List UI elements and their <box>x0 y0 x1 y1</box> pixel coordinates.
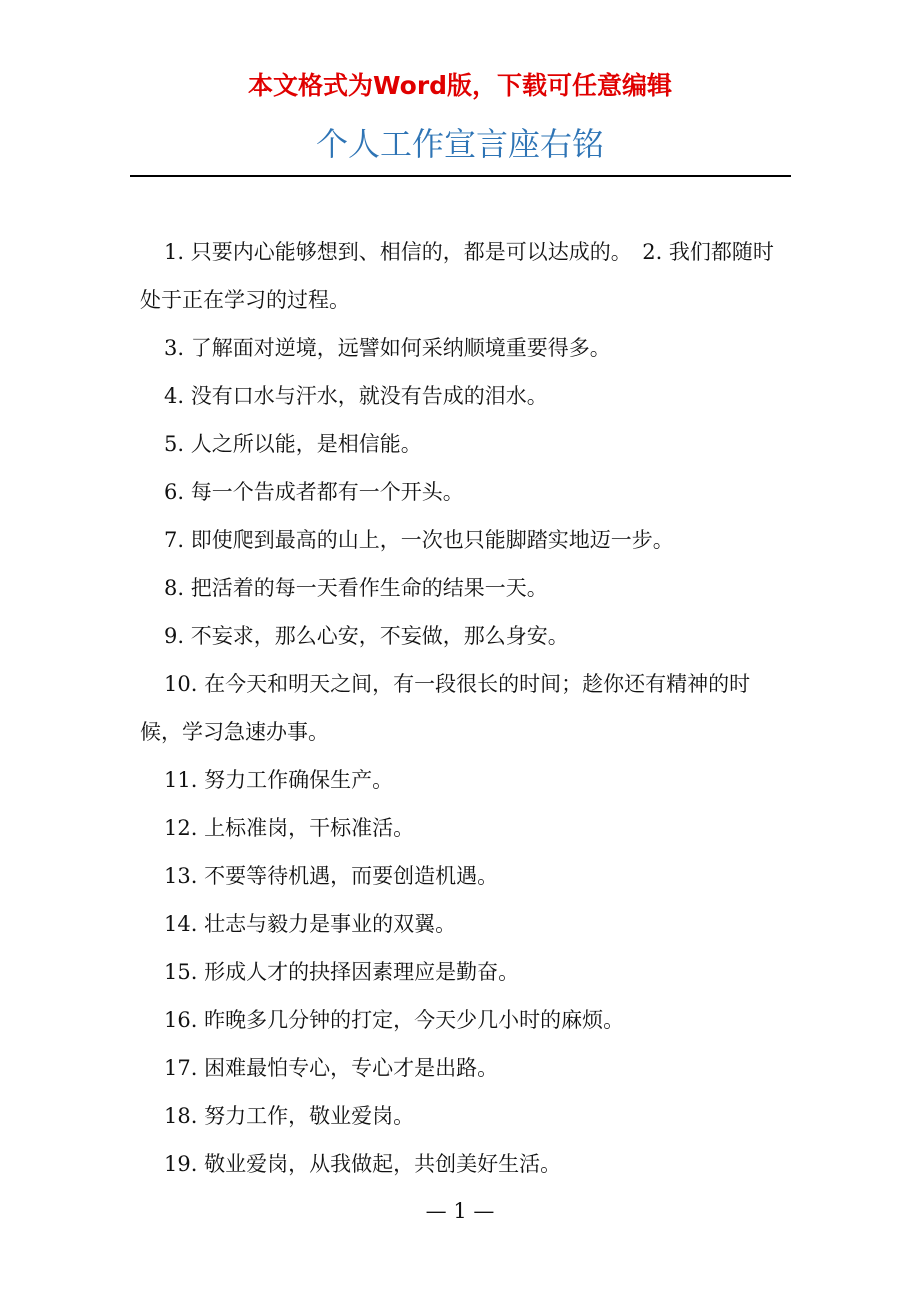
paragraph-4: 4. 没有口水与汗水，就没有告成的泪水。 <box>164 384 548 408</box>
paragraph-6: 6. 每一个告成者都有一个开头。 <box>164 480 464 504</box>
paragraph-18: 18. 努力工作，敬业爱岗。 <box>164 1104 415 1128</box>
paragraph-13: 13. 不要等待机遇，而要创造机遇。 <box>164 864 499 888</box>
paragraph-15: 15. 形成人才的抉择因素理应是勤奋。 <box>164 960 520 984</box>
document-body <box>140 228 780 1188</box>
title-divider <box>130 175 791 177</box>
paragraph-9: 9. 不妄求，那么心安，不妄做，那么身安。 <box>164 624 569 648</box>
paragraph-12: 12. 上标准岗，干标准活。 <box>164 816 415 840</box>
paragraph-5: 5. 人之所以能，是相信能。 <box>164 432 422 456</box>
paragraph-10: 10. 在今天和明天之间，有一段很长的时间；趁你还有精神的时候，学习急速办事。 <box>140 672 751 744</box>
paragraph-14: 14. 壮志与毅力是事业的双翼。 <box>164 912 457 936</box>
paragraph-8: 8. 把活着的每一天看作生命的结果一天。 <box>164 576 548 600</box>
document-title: 个人工作宣言座右铭 <box>315 125 604 163</box>
paragraph-16: 16. 昨晚多几分钟的打定，今天少几小时的麻烦。 <box>164 1008 625 1032</box>
paragraph-3: 3. 了解面对逆境，远譬如何采纳顺境重要得多。 <box>164 336 611 360</box>
paragraph-1-2: 1. 只要内心能够想到、相信的，都是可以达成的。 2. 我们都随时处于正在学习的过程。 <box>140 240 774 312</box>
paragraph-17: 17. 困难最怕专心，专心才是出路。 <box>164 1056 499 1080</box>
page-number: — 1 — <box>425 1199 495 1223</box>
paragraph-7: 7. 即使爬到最高的山上，一次也只能脚踏实地迈一步。 <box>164 528 674 552</box>
paragraph-19: 19. 敬业爱岗，从我做起，共创美好生活。 <box>164 1152 562 1176</box>
paragraph-11: 11. 努力工作确保生产。 <box>164 768 394 792</box>
format-notice: 本文格式为Word版，下载可任意编辑 <box>247 71 673 100</box>
